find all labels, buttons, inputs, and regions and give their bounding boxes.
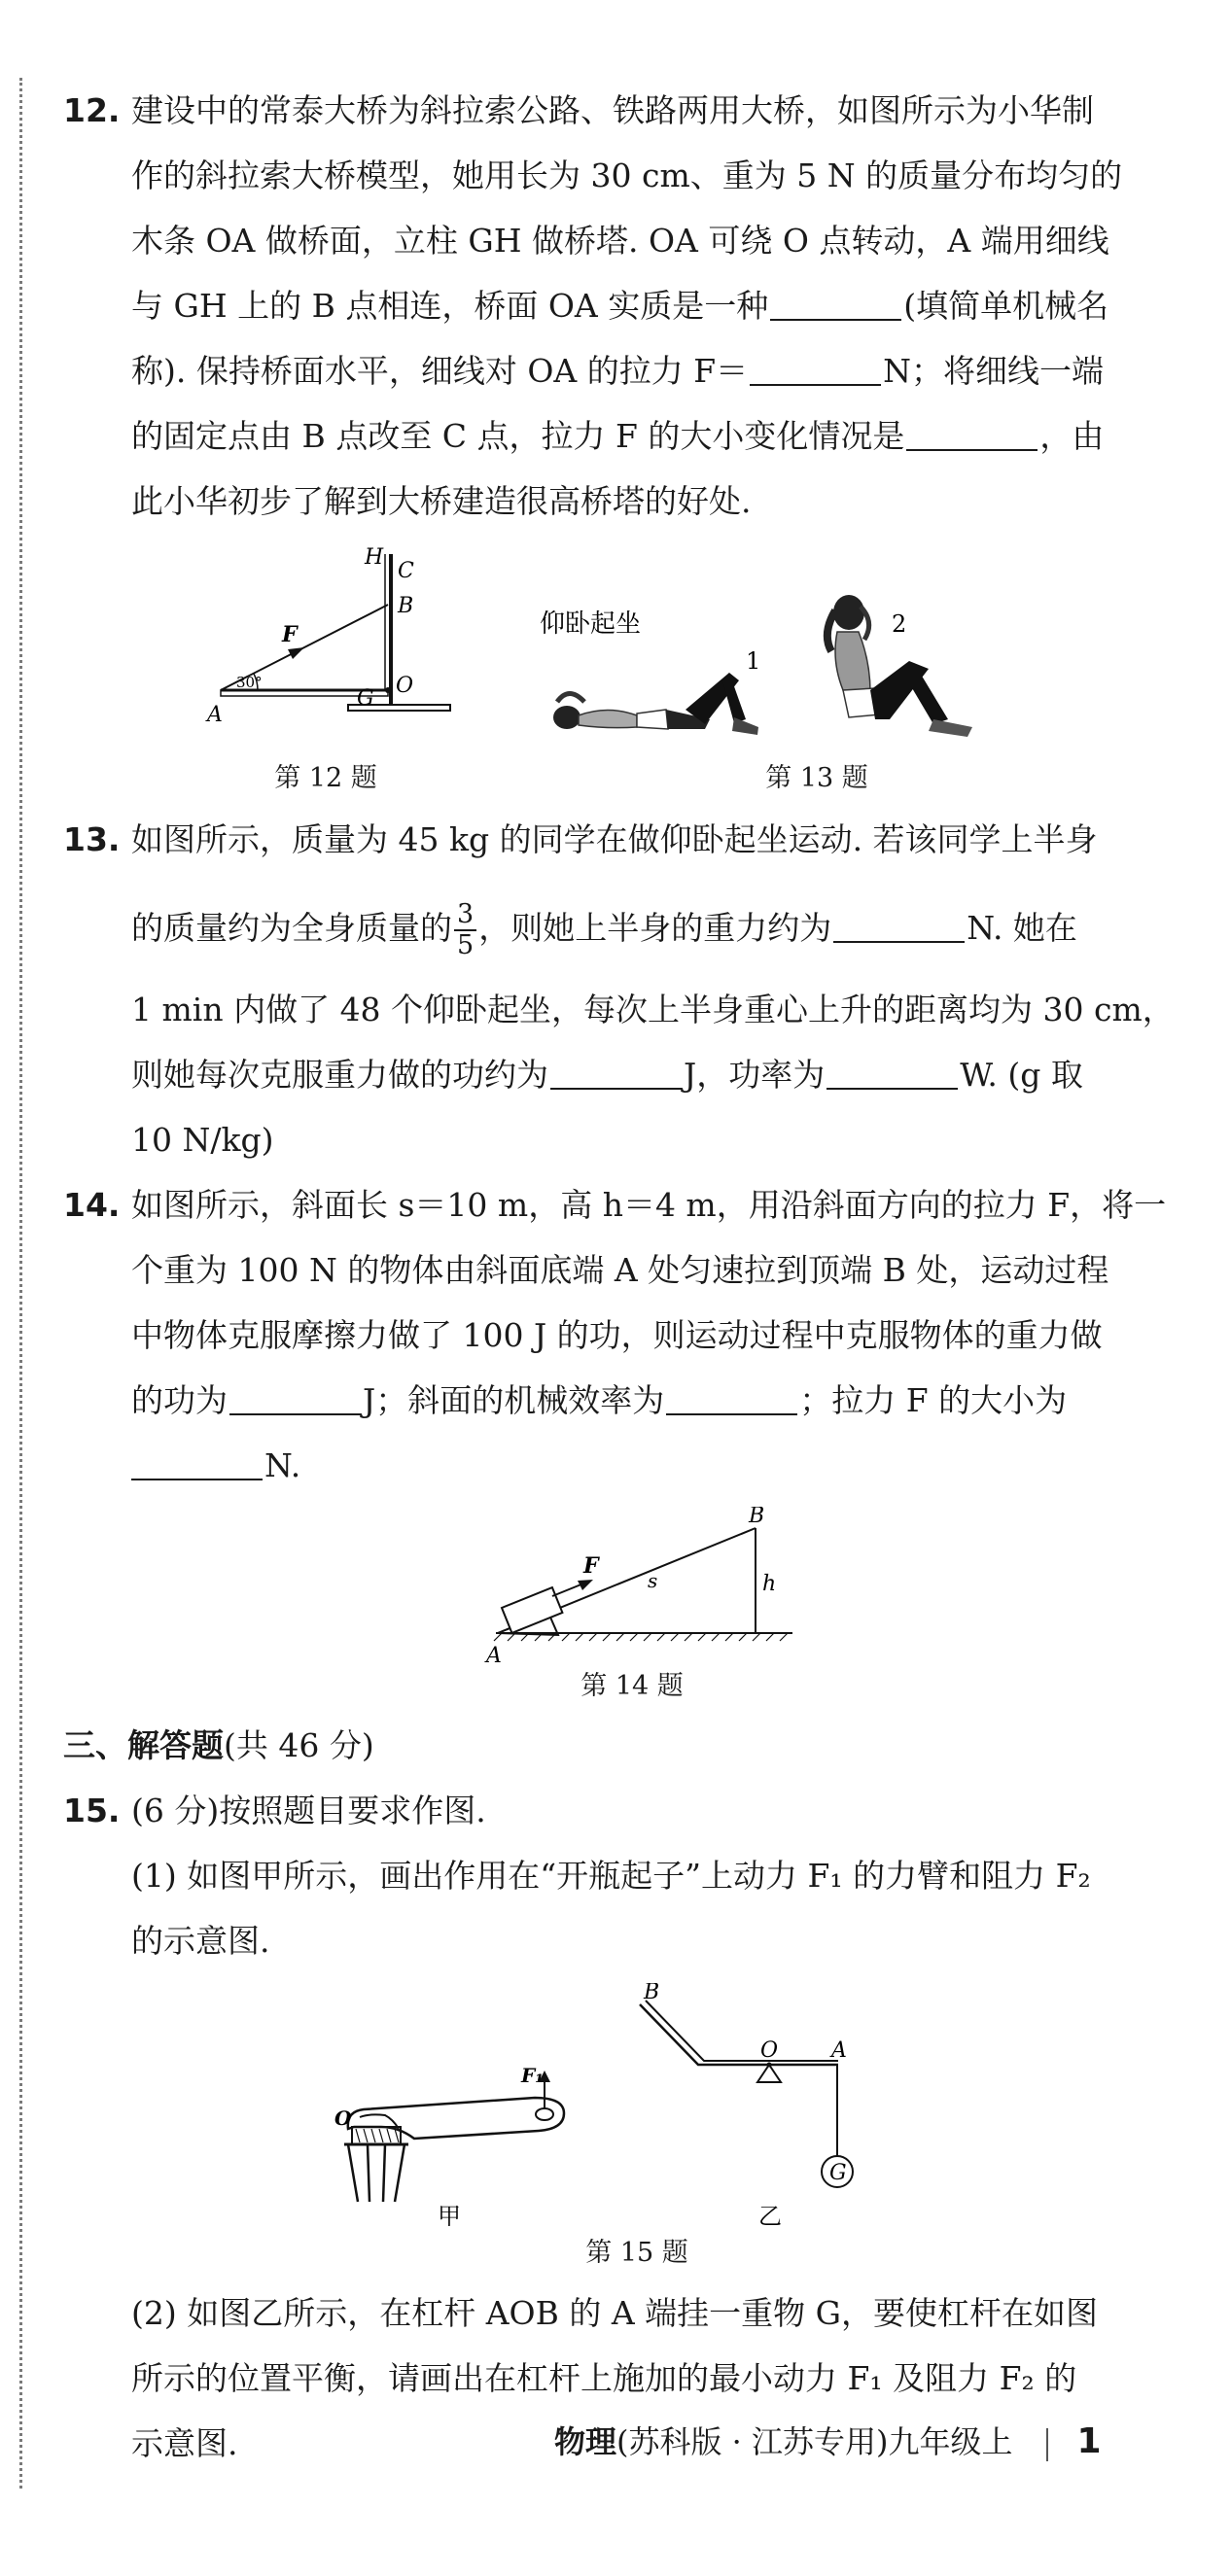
q15-line-1: (6 分)按照题目要求作图. bbox=[131, 1792, 486, 1829]
fig12-label-O: O bbox=[396, 674, 414, 698]
q14-line-4: 的功为 J；斜面的机械效率为 ；拉力 F 的大小为 bbox=[131, 1381, 1068, 1419]
q15-line-4: (2) 如图乙所示，在杠杆 AOB 的 A 端挂一重物 G，要使杠杆在如图 bbox=[131, 2294, 1099, 2332]
fig15-label-A: A bbox=[831, 2038, 847, 2063]
section-3-heading: 三、解答题(共 46 分) bbox=[63, 1726, 374, 1764]
fig12-label-F: F bbox=[282, 622, 298, 647]
binding-margin-line bbox=[19, 78, 22, 2489]
fig13-number-1: 1 bbox=[746, 647, 761, 675]
fig15-label-O-yi: O bbox=[760, 2038, 779, 2063]
fig14-label-s: s bbox=[648, 1569, 658, 1592]
footer-divider bbox=[1046, 2428, 1048, 2461]
fig12-label-C: C bbox=[398, 559, 414, 583]
fig12-label-B: B bbox=[398, 594, 414, 618]
fig15-label-G: G bbox=[829, 2161, 847, 2185]
q12-line-6: 的固定点由 B 点改至 C 点，拉力 F 的大小变化情况是 ，由 bbox=[131, 417, 1105, 455]
fig12-angle: 30° bbox=[236, 674, 263, 691]
q15-line-2: (1) 如图甲所示，画出作用在“开瓶起子”上动力 F₁ 的力臂和阻力 F₂ bbox=[131, 1857, 1091, 1895]
q14-line-3: 中物体克服摩擦力做了 100 J 的功，则运动过程中克服物体的重力做 bbox=[131, 1316, 1103, 1354]
footer-subject: 物理 bbox=[554, 2423, 617, 2460]
fig13-situp-illustration bbox=[540, 583, 1065, 753]
q15-line-5: 所示的位置平衡，请画出在杠杆上施加的最小动力 F₁ 及阻力 F₂ 的 bbox=[131, 2359, 1077, 2397]
q14-line-1: 如图所示，斜面长 s＝10 m，高 h＝4 m，用沿斜面方向的拉力 F，将一 bbox=[131, 1186, 1167, 1224]
q12-blank-3[interactable] bbox=[906, 420, 1038, 451]
fig12-label-G: G bbox=[357, 686, 374, 711]
fig14-label-B: B bbox=[749, 1507, 765, 1528]
fig13-caption: 第 13 题 bbox=[765, 763, 868, 793]
footer-edition: (苏科版 · 江苏专用)九年级上 bbox=[616, 2423, 1013, 2460]
fig14-caption: 第 14 题 bbox=[580, 1671, 684, 1701]
fig14-label-h: h bbox=[762, 1572, 777, 1596]
fig12-bridge-diagram bbox=[190, 544, 462, 768]
fig12-caption: 第 12 题 bbox=[274, 763, 377, 793]
fig14-incline-diagram bbox=[467, 1507, 817, 1677]
fig14-label-A: A bbox=[486, 1644, 502, 1668]
q14-line-5: N. bbox=[131, 1433, 1162, 1498]
q12-line-3: 木条 OA 做桥面，立柱 GH 做桥塔. OA 可绕 O 点转动，A 端用细线 bbox=[131, 222, 1109, 260]
fig12-label-H: H bbox=[365, 545, 384, 570]
fig13-title: 仰卧起坐 bbox=[540, 609, 642, 639]
q13-fraction: $\frac{3}{5}$ bbox=[454, 900, 476, 960]
q12-line-7: 此小华初步了解到大桥建造很高桥塔的好处. bbox=[131, 482, 752, 520]
q12-line-1: 建设中的常泰大桥为斜拉索公路、铁路两用大桥，如图所示为小华制 bbox=[131, 91, 1094, 129]
q13-blank-3[interactable] bbox=[827, 1059, 958, 1090]
q12-line-4: 与 GH 上的 B 点相连，桥面 OA 实质是一种 (填简单机械名 bbox=[131, 287, 1109, 325]
q13-line-2: 的质量约为全身质量的 $\frac{3}{5}$ ，则她上半身的重力约为 N. 她在 bbox=[131, 899, 1077, 960]
q12-line-5: 称). 保持桥面水平，细线对 OA 的拉力 F＝ N；将细线一端 bbox=[131, 352, 1104, 390]
q14-line-2: 个重为 100 N 的物体由斜面底端 A 处匀速拉到顶端 B 处，运动过程 bbox=[131, 1251, 1109, 1289]
fig15-label-F1: F₁ bbox=[521, 2064, 544, 2087]
fig15-label-jia: 甲 bbox=[438, 2203, 461, 2226]
q12-line-2: 作的斜拉索大桥模型，她用长为 30 cm、重为 5 N 的质量分布均匀的 bbox=[131, 157, 1123, 194]
fig15-label-B: B bbox=[644, 1983, 660, 2004]
fig15-label-O-jia: O bbox=[334, 2106, 352, 2130]
q13-blank-2[interactable] bbox=[550, 1059, 682, 1090]
q15-line-6: 示意图. bbox=[131, 2424, 238, 2462]
fig15-label-yi: 乙 bbox=[758, 2203, 782, 2226]
page-footer bbox=[554, 2413, 1196, 2471]
q13-line-4: 则她每次克服重力做的功约为 J，功率为 W. (g 取 bbox=[131, 1056, 1083, 1094]
fig15-caption: 第 15 题 bbox=[585, 2238, 688, 2268]
q12-number: 12. bbox=[63, 91, 121, 129]
fig12-label-A: A bbox=[207, 703, 223, 727]
q12-blank-1[interactable] bbox=[770, 290, 901, 321]
fig13-number-2: 2 bbox=[892, 610, 907, 638]
q14-number: 14. bbox=[63, 1186, 121, 1224]
q13-line-3: 1 min 内做了 48 个仰卧起坐，每次上半身重心上升的距离均为 30 cm， bbox=[131, 991, 1175, 1028]
q15-number: 15. bbox=[63, 1792, 121, 1829]
q14-blank-3[interactable] bbox=[131, 1449, 263, 1480]
q13-blank-1[interactable] bbox=[833, 912, 965, 943]
q12-blank-2[interactable] bbox=[750, 355, 881, 386]
q15-line-3: 的示意图. bbox=[131, 1922, 270, 1960]
q13-line-5: 10 N/kg) bbox=[131, 1121, 274, 1159]
q14-blank-2[interactable] bbox=[666, 1384, 797, 1415]
q14-blank-1[interactable] bbox=[229, 1384, 361, 1415]
q13-number: 13. bbox=[63, 820, 121, 858]
page-number: 1 bbox=[1076, 2421, 1102, 2461]
fig14-label-F: F bbox=[583, 1553, 599, 1579]
q13-line-1: 如图所示，质量为 45 kg 的同学在做仰卧起坐运动. 若该同学上半身 bbox=[131, 820, 1098, 858]
fig15-lever-diagrams bbox=[331, 1983, 953, 2226]
